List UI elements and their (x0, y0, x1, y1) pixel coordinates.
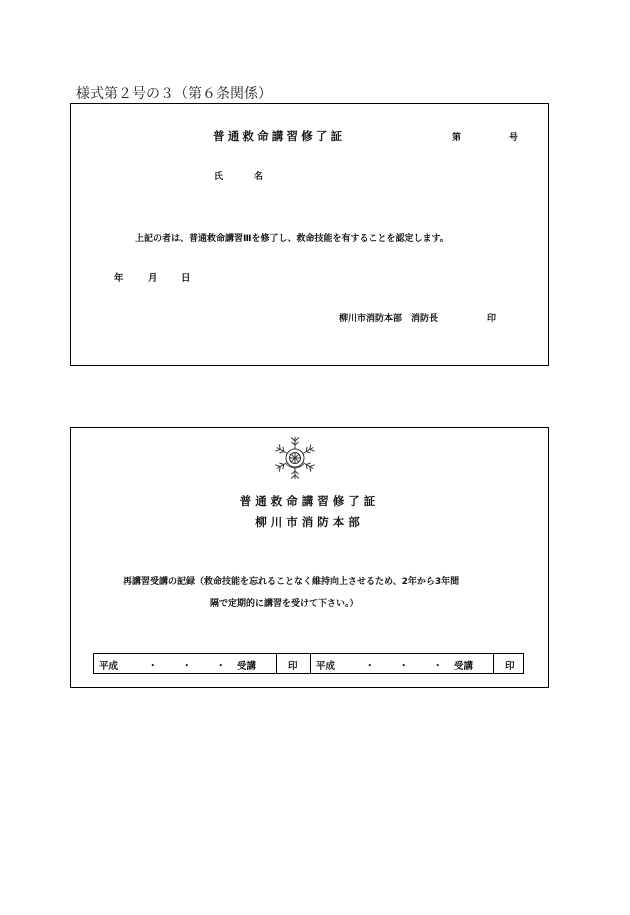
seal-mark: 印 (505, 661, 515, 672)
seal-mark: 印 (487, 314, 497, 324)
date-day-label: 日 (181, 273, 191, 284)
seal-cell-2 (494, 654, 523, 673)
date-year-label: 年 (114, 273, 124, 284)
record-note-line1: 再講習受講の記録（救命技能を忘れることなく維持向上させるため、2年から3年間 (123, 577, 460, 587)
certificate-title: 普通救命講習修了証 (213, 129, 346, 143)
date-month-label: 月 (148, 273, 158, 284)
certificate-front (70, 103, 549, 366)
back-certificate-title: 普通救命講習修了証 (239, 494, 380, 508)
record-note-line2: 隔で定期的に講習を受けて下さい。） (210, 599, 359, 609)
era-label: 平成 (99, 661, 119, 672)
date-separator: ・ (148, 661, 158, 672)
attended-label: 受講 (237, 661, 257, 672)
form-number: 様式第２号の３（第６条関係） (76, 86, 272, 102)
date-separator: ・ (365, 661, 375, 672)
number-suffix: 号 (509, 133, 519, 143)
seal-mark: 印 (288, 661, 298, 672)
renewal-date-cell-2 (311, 654, 494, 673)
certification-statement: 上記の者は、普通救命講習Ⅲを修了し、救命技能を有することを認定します。 (135, 234, 449, 244)
date-separator: ・ (399, 661, 409, 672)
back-department-name: 柳川市消防本部 (255, 515, 364, 529)
name-label: 氏 名 (214, 172, 275, 182)
renewal-record-table (93, 653, 524, 674)
certificate-back (70, 427, 549, 688)
era-label: 平成 (316, 661, 336, 672)
date-separator: ・ (182, 661, 192, 672)
attended-label: 受講 (454, 661, 474, 672)
renewal-date-cell-1 (94, 654, 277, 673)
fire-department-emblem-icon (270, 433, 320, 483)
date-separator: ・ (216, 661, 226, 672)
date-separator: ・ (433, 661, 443, 672)
seal-cell-1 (277, 654, 311, 673)
number-prefix: 第 (452, 133, 462, 143)
issuer: 柳川市消防本部 消防長 (339, 314, 439, 324)
